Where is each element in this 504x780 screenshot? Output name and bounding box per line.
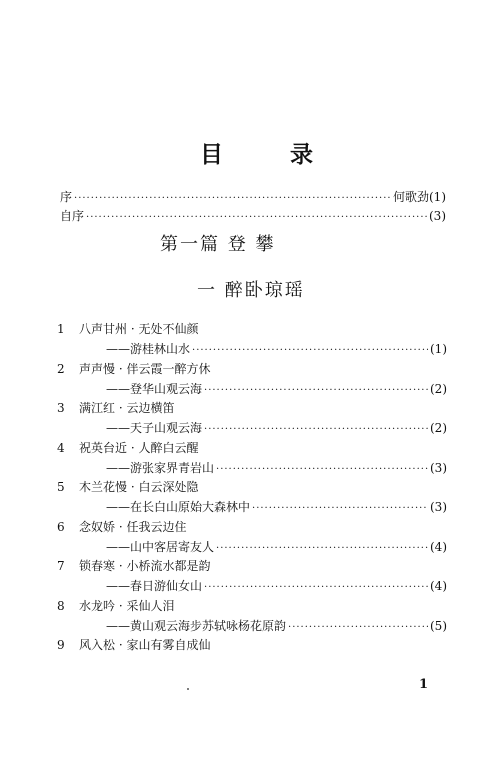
entry-page: (3) bbox=[430, 461, 447, 475]
toc-entry-sub-row bbox=[106, 577, 447, 594]
entry-title: 念奴娇 · 任我云边住 bbox=[79, 520, 187, 534]
page-number: 1 bbox=[419, 677, 429, 692]
toc-entry-sub-row bbox=[106, 419, 447, 436]
toc-entry-title-row bbox=[57, 557, 447, 574]
leader-dots bbox=[204, 424, 428, 435]
entry-title: 风入松 · 家山有雾自成仙 bbox=[79, 638, 211, 652]
entry-number: 8 bbox=[57, 599, 65, 613]
toc-entry-sub-row bbox=[106, 459, 447, 476]
title-char-2: 录 bbox=[290, 141, 313, 168]
entry-page: (2) bbox=[430, 421, 447, 435]
entry-subtitle: ——天子山观云海 bbox=[106, 421, 203, 435]
entry-subtitle: ——游张家界青岩山 bbox=[106, 461, 215, 475]
toc-entry-title-row bbox=[57, 597, 447, 614]
leader-dots bbox=[204, 385, 428, 396]
leader-dots bbox=[216, 543, 428, 554]
toc-entry-title-row bbox=[57, 636, 447, 653]
leader-dots bbox=[86, 212, 427, 223]
toc-entry-title-row bbox=[57, 518, 447, 535]
entry-number: 4 bbox=[57, 441, 65, 455]
entry-page: (1) bbox=[430, 342, 447, 356]
entry-number: 5 bbox=[57, 480, 65, 494]
entry-page: (5) bbox=[430, 619, 447, 633]
entry-number: 6 bbox=[57, 520, 65, 534]
leader-dots bbox=[74, 193, 391, 204]
toc-entry-sub-row bbox=[106, 340, 447, 357]
entry-subtitle: ——游桂林山水 bbox=[106, 342, 191, 356]
leader-dots bbox=[204, 582, 428, 593]
entry-subtitle: ——在长白山原始大森林中 bbox=[106, 500, 251, 514]
print-speck bbox=[187, 688, 189, 690]
entry-title: 锁春寒 · 小桥流水都是韵 bbox=[79, 559, 211, 573]
entry-subtitle: ——山中客居寄友人 bbox=[106, 540, 215, 554]
entry-title: 木兰花慢 · 白云深处隐 bbox=[79, 480, 199, 494]
leader-dots bbox=[192, 345, 428, 356]
title-char-1: 目 bbox=[200, 141, 223, 168]
preface-page: (1) bbox=[429, 190, 446, 204]
entry-number: 1 bbox=[57, 322, 65, 336]
entry-title: 声声慢 · 伴云霞一醉方休 bbox=[79, 362, 211, 376]
leader-dots bbox=[216, 464, 428, 475]
toc-entry-title-row bbox=[57, 320, 447, 337]
entry-title: 水龙吟 · 采仙人泪 bbox=[79, 599, 175, 613]
entry-title: 满江红 · 云边横笛 bbox=[79, 401, 175, 415]
preface-label: 序 bbox=[60, 190, 73, 204]
toc-entry-title-row bbox=[57, 360, 447, 377]
entry-title: 祝英台近 · 人醉白云醒 bbox=[79, 441, 199, 455]
entry-page: (2) bbox=[430, 382, 447, 396]
toc-entry-sub-row bbox=[106, 498, 447, 515]
toc-entry-title-row bbox=[57, 439, 447, 456]
part-heading: 第一篇 登 攀 bbox=[160, 234, 276, 255]
entry-title: 八声甘州 · 无处不仙颜 bbox=[79, 322, 199, 336]
entry-page: (4) bbox=[430, 540, 447, 554]
entry-number: 9 bbox=[57, 638, 65, 652]
entry-subtitle: ——登华山观云海 bbox=[106, 382, 203, 396]
entry-number: 7 bbox=[57, 559, 65, 573]
chapter-heading: 一 醉卧琼瑶 bbox=[197, 280, 305, 301]
leader-dots bbox=[288, 622, 428, 633]
self-preface-label: 自序 bbox=[60, 209, 85, 223]
toc-entry-title-row bbox=[57, 399, 447, 416]
entry-page: (3) bbox=[430, 500, 447, 514]
toc-entry-sub-row bbox=[106, 380, 447, 397]
toc-entry-sub-row bbox=[106, 538, 447, 555]
toc-row-self-preface bbox=[60, 207, 446, 224]
self-preface-page: (3) bbox=[429, 209, 446, 223]
entry-number: 3 bbox=[57, 401, 65, 415]
entry-subtitle: ——黄山观云海步苏轼咏杨花原韵 bbox=[106, 619, 287, 633]
entry-subtitle: ——春日游仙女山 bbox=[106, 579, 203, 593]
leader-dots bbox=[252, 503, 428, 514]
entry-page: (4) bbox=[430, 579, 447, 593]
preface-author: 何歌劲 bbox=[392, 190, 429, 204]
toc-entry-title-row bbox=[57, 478, 447, 495]
toc-row-preface bbox=[60, 188, 446, 205]
toc-entry-sub-row bbox=[106, 617, 447, 634]
entry-number: 2 bbox=[57, 362, 65, 376]
